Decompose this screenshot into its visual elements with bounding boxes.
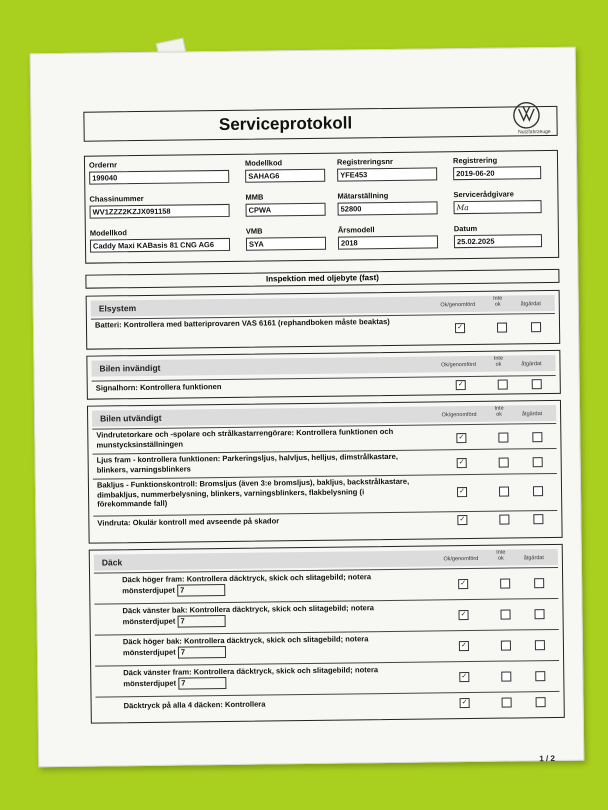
modellkod2-label: Modellkod bbox=[89, 228, 128, 238]
atgardat-checkbox[interactable] bbox=[533, 486, 543, 496]
inte-ok-checkbox[interactable] bbox=[498, 433, 508, 443]
atgardat-checkbox[interactable] bbox=[533, 457, 543, 467]
title-box bbox=[83, 106, 557, 142]
depth-field[interactable]: 7 bbox=[178, 646, 226, 659]
modellkod-value: SAHAG6 bbox=[245, 169, 325, 183]
col-inte: Inte ok bbox=[493, 355, 504, 368]
atgardat-checkbox[interactable] bbox=[535, 640, 545, 650]
chassi-label: Chassinummer bbox=[89, 193, 144, 204]
depth-field[interactable]: 7 bbox=[178, 677, 226, 690]
atgardat-checkbox[interactable] bbox=[532, 379, 542, 389]
table-row bbox=[93, 473, 557, 516]
row-desc: Däck vänster bak: Kontrollera däcktryck, skick och slitagebild; notera mönsterdjupet bbox=[122, 603, 375, 627]
section-header bbox=[91, 355, 555, 377]
section-elsystem bbox=[86, 290, 561, 350]
radgivare-value: Ma bbox=[453, 200, 541, 214]
registrering-label: Registrering bbox=[452, 155, 498, 166]
col-atgardat: åtgärdat bbox=[521, 361, 542, 368]
row-text: Ljus fram - kontrollera funktionen: Parkeringsljus, halvljus, helljus, dimstrålkastare, blinkers, varningsblinkers bbox=[96, 451, 398, 475]
datum-label: Datum bbox=[453, 223, 478, 234]
regnr-value: YFE453 bbox=[337, 167, 437, 181]
col-atgardat: åtgärdat bbox=[523, 555, 544, 562]
inspection-title: Inspektion med oljebyte (fast) bbox=[85, 269, 559, 289]
ordernr-value: 199040 bbox=[89, 170, 229, 185]
col-inte: Inte ok bbox=[494, 405, 504, 418]
depth-field[interactable]: 7 bbox=[177, 584, 225, 597]
col-inte: Inte ok bbox=[496, 549, 506, 562]
inte-ok-checkbox[interactable] bbox=[497, 323, 507, 333]
inte-ok-checkbox[interactable] bbox=[498, 380, 508, 390]
section-name: Bilen utvändigt bbox=[100, 412, 162, 424]
ok-checkbox[interactable]: ✓ bbox=[460, 698, 470, 708]
ordernr-label: Ordernr bbox=[88, 160, 118, 170]
matar-label: Mätarställning bbox=[337, 190, 389, 201]
modellkod-label: Modellkod bbox=[244, 158, 283, 168]
inte-ok-checkbox[interactable] bbox=[502, 698, 512, 708]
section-utvandigt bbox=[87, 400, 563, 544]
inte-ok-checkbox[interactable] bbox=[500, 579, 510, 589]
regnr-label: Registreringsnr bbox=[336, 156, 393, 167]
row-text bbox=[122, 602, 422, 629]
row-desc: Däck vänster fram: Kontrollera däcktryck, skick och slitagebild; notera mönsterdjupet bbox=[123, 665, 379, 689]
arsmodell-value: 2018 bbox=[338, 235, 438, 249]
atgardat-checkbox[interactable] bbox=[534, 609, 544, 619]
registrering-value: 2019-06-20 bbox=[453, 166, 541, 180]
page-title: Serviceprotokoll bbox=[218, 113, 353, 135]
atgardat-checkbox[interactable] bbox=[531, 322, 541, 332]
table-row bbox=[91, 313, 555, 346]
document-page bbox=[30, 47, 585, 768]
ok-checkbox[interactable]: ✓ bbox=[455, 323, 465, 333]
vw-logo-icon bbox=[512, 101, 540, 129]
row-text: Batteri: Kontrollera med batteriprovaren VAS 6161 (rephandboken måste beaktas) bbox=[94, 316, 390, 330]
row-desc: Däck höger fram: Kontrollera däcktryck, skick och slitagebild; notera mönsterdjupet bbox=[122, 572, 372, 596]
depth-field[interactable]: 7 bbox=[177, 615, 225, 628]
col-ok: Ok/genomförd bbox=[443, 555, 479, 563]
vmb-label: VMB bbox=[245, 226, 263, 236]
ok-checkbox[interactable]: ✓ bbox=[459, 672, 469, 682]
section-invandigt bbox=[86, 350, 561, 400]
ok-checkbox[interactable]: ✓ bbox=[458, 579, 468, 589]
ok-checkbox[interactable]: ✓ bbox=[457, 487, 467, 497]
page-number: 1 / 2 bbox=[539, 753, 555, 764]
row-text bbox=[122, 571, 422, 598]
ok-checkbox[interactable]: ✓ bbox=[456, 433, 466, 443]
atgardat-checkbox[interactable] bbox=[533, 514, 543, 524]
section-dack bbox=[89, 544, 565, 724]
chassi-value: WV1ZZZ2KZJX091158 bbox=[90, 204, 230, 219]
row-text: Vindrutetorkare och -spolare och strålkastarrengörare: Kontrollera funktionen och munstycksinställningen bbox=[96, 426, 394, 450]
table-row bbox=[92, 375, 556, 396]
ok-checkbox[interactable]: ✓ bbox=[459, 641, 469, 651]
col-atgardat: åtgärdat bbox=[521, 411, 543, 418]
vmb-value: SYA bbox=[246, 237, 326, 251]
col-ok: Ok/genomförd bbox=[441, 411, 477, 419]
inte-ok-checkbox[interactable] bbox=[501, 641, 511, 651]
section-name: Däck bbox=[101, 557, 123, 568]
datum-value: 25.02.2025 bbox=[454, 234, 542, 248]
vehicle-info-box bbox=[84, 150, 559, 264]
inte-ok-checkbox[interactable] bbox=[500, 610, 510, 620]
atgardat-checkbox[interactable] bbox=[536, 697, 546, 707]
row-text: Bakljus - Funktionskontroll: Bromsljus (även 3:e bromsljus), bakljus, backstrålkastare, dimbakljus, nummerbelysning, blinkers, varningsblinkers, flakbelysning (i förekommande fall) bbox=[96, 476, 410, 509]
mmb-label: MMB bbox=[245, 192, 264, 202]
ok-checkbox[interactable]: ✓ bbox=[457, 515, 467, 525]
inte-ok-checkbox[interactable] bbox=[499, 458, 509, 468]
row-text: Signalhorn: Kontrollera funktionen bbox=[95, 382, 222, 393]
col-ok: Ok/genomförd bbox=[441, 361, 476, 369]
row-text: Vindruta: Okulär kontroll med avseende på skador bbox=[97, 516, 280, 528]
row-text: Däcktryck på alla 4 däcken: Kontrollera bbox=[123, 699, 266, 711]
radgivare-label: Servicerådgivare bbox=[453, 189, 514, 200]
row-desc: Däck höger bak: Kontrollera däcktryck, skick och slitagebild; notera mönsterdjupet bbox=[122, 634, 369, 658]
ok-checkbox[interactable]: ✓ bbox=[456, 380, 466, 390]
section-name: Elsystem bbox=[98, 303, 137, 314]
col-inte: Inte ok bbox=[493, 295, 503, 308]
brand-caption: Nutzfahrzeuge bbox=[518, 129, 551, 136]
ok-checkbox[interactable]: ✓ bbox=[458, 610, 468, 620]
matar-value: 52800 bbox=[338, 201, 438, 215]
section-name: Bilen invändigt bbox=[99, 362, 161, 374]
arsmodell-label: Årsmodell bbox=[337, 225, 375, 235]
mmb-value: CPWA bbox=[246, 203, 326, 217]
col-atgardat: åtgärdat bbox=[520, 301, 541, 308]
inte-ok-checkbox[interactable] bbox=[501, 672, 511, 682]
atgardat-checkbox[interactable] bbox=[534, 578, 544, 588]
inte-ok-checkbox[interactable] bbox=[499, 515, 509, 525]
ok-checkbox[interactable]: ✓ bbox=[457, 458, 467, 468]
atgardat-checkbox[interactable] bbox=[532, 432, 542, 442]
inte-ok-checkbox[interactable] bbox=[499, 487, 509, 497]
modellkod2-value: Caddy Maxi KABasis 81 CNG AG6 bbox=[90, 238, 230, 253]
row-text bbox=[123, 633, 423, 660]
atgardat-checkbox[interactable] bbox=[535, 671, 545, 681]
row-text bbox=[123, 664, 423, 691]
col-ok: Ok/genomförd bbox=[440, 301, 476, 309]
